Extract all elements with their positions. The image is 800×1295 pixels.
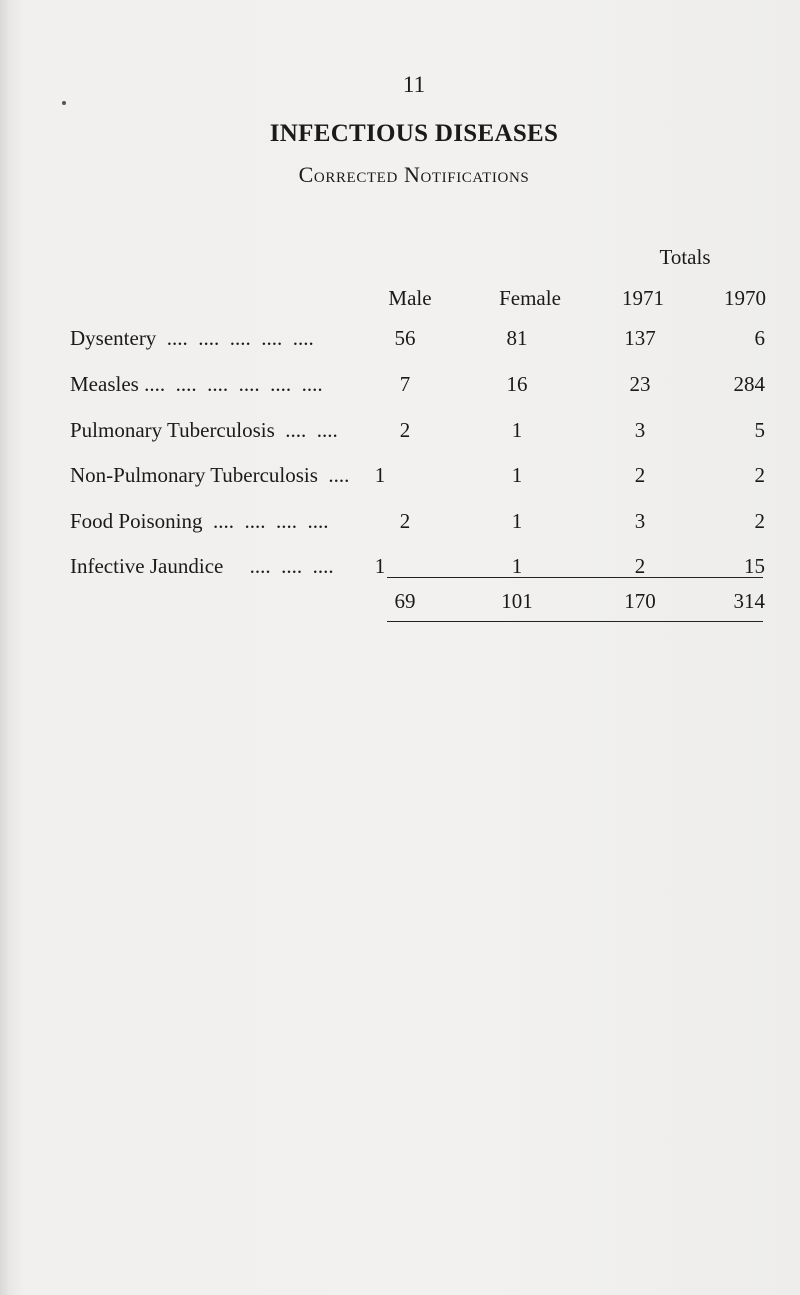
page-subtitle: Corrected Notifications: [298, 162, 530, 187]
totals-top-rule: [387, 577, 763, 578]
male-count: 2: [399, 418, 411, 442]
table-row: [0, 372, 800, 402]
total-1971: 2: [634, 554, 646, 578]
female-count: 1: [511, 463, 523, 487]
table-row: [0, 554, 800, 584]
total-1971: 3: [634, 418, 646, 442]
male-count: 56: [394, 326, 416, 350]
ink-speck: [62, 101, 66, 105]
row-label: Measles .... .... .... .... .... ....: [70, 372, 323, 396]
female-count: 1: [511, 554, 523, 578]
male-count: 7: [399, 372, 411, 396]
female-count: 1: [511, 509, 523, 533]
total-1970: 2: [754, 509, 765, 533]
table-row: [0, 463, 800, 493]
column-header-1970: 1970: [724, 286, 766, 310]
female-count: 1: [511, 418, 523, 442]
row-label: Non-Pulmonary Tuberculosis ....: [70, 463, 350, 487]
page-number: 11: [402, 72, 426, 97]
row-label: Food Poisoning .... .... .... ....: [70, 509, 329, 533]
total-1971-sum: 170: [624, 589, 656, 613]
column-header-female: Female: [499, 286, 561, 310]
total-1970: 6: [754, 326, 765, 350]
table-row: [0, 509, 800, 539]
total-1970: 15: [744, 554, 765, 578]
female-total: 101: [501, 589, 533, 613]
male-count: 1: [374, 463, 386, 487]
total-1971: 2: [634, 463, 646, 487]
total-1971: 3: [634, 509, 646, 533]
column-header-male: Male: [388, 286, 432, 310]
totals-row: [0, 589, 800, 619]
total-1970-sum: 314: [733, 589, 765, 613]
column-header-1971: 1971: [622, 286, 664, 310]
female-count: 81: [506, 326, 528, 350]
totals-bottom-rule: [387, 621, 763, 622]
total-1970: 5: [754, 418, 765, 442]
male-count: 1: [374, 554, 386, 578]
total-1971: 23: [629, 372, 651, 396]
table-row: [0, 326, 800, 356]
male-total: 69: [394, 589, 416, 613]
total-1970: 284: [733, 372, 765, 396]
totals-group-header: Totals: [659, 245, 711, 269]
page-title: INFECTIOUS DISEASES: [269, 120, 559, 147]
row-label: Pulmonary Tuberculosis .... ....: [70, 418, 338, 442]
table-row: [0, 418, 800, 448]
row-label: Infective Jaundice .... .... ....: [70, 554, 334, 578]
total-1971: 137: [624, 326, 656, 350]
row-label: Dysentery .... .... .... .... ....: [70, 326, 314, 350]
total-1970: 2: [754, 463, 765, 487]
female-count: 16: [506, 372, 528, 396]
male-count: 2: [399, 509, 411, 533]
